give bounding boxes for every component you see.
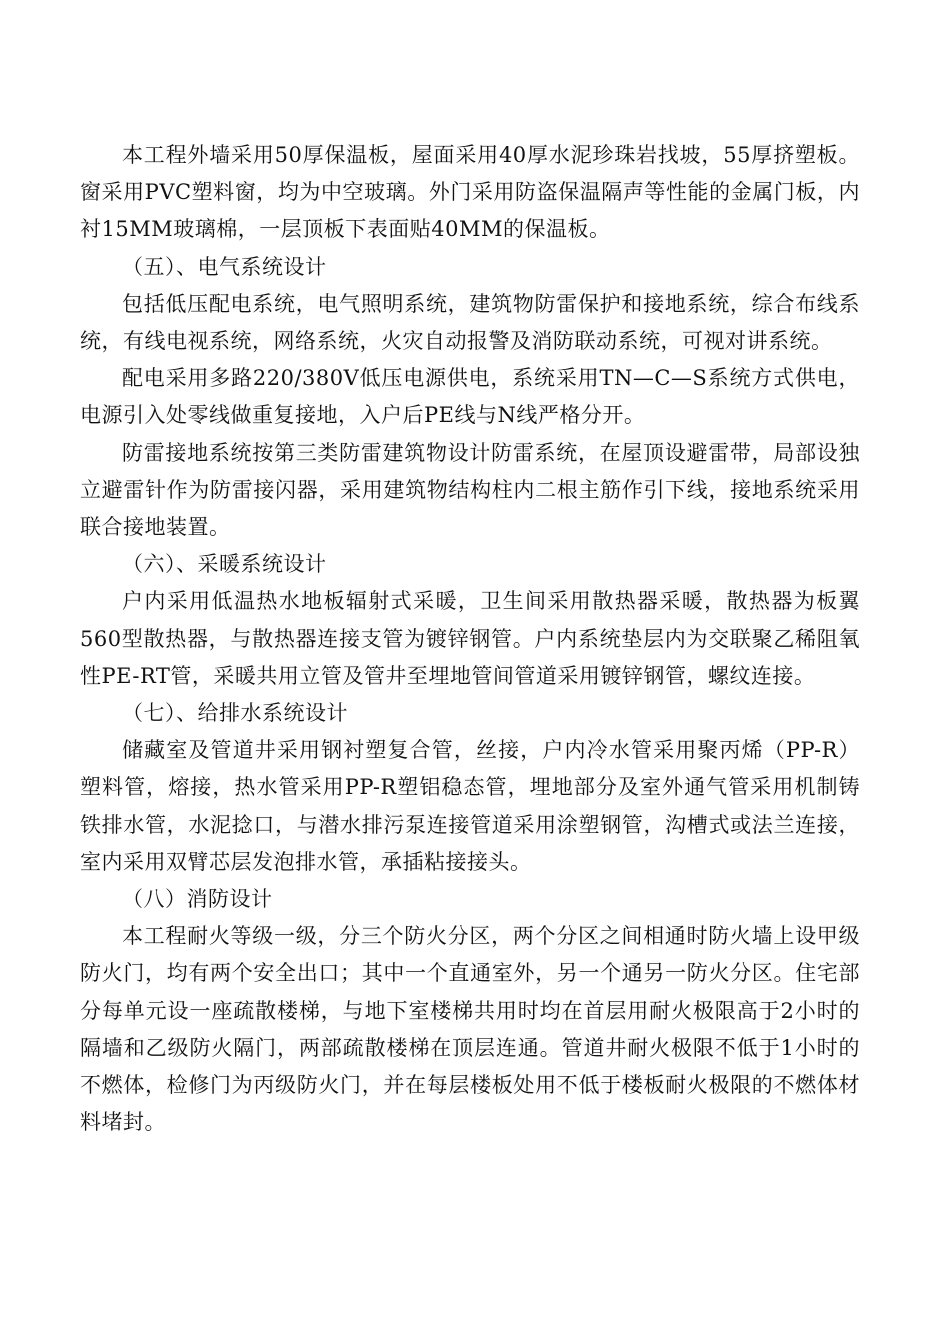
paragraph-electrical-systems: 包括低压配电系统，电气照明系统，建筑物防雷保护和接地系统，综合布线系统，有线电视系统，网络系统，火灾自动报警及消防联动系统，可视对讲系统。 [80, 291, 860, 354]
section-heading-heating: （六）、采暖系统设计 [122, 552, 327, 577]
section-heading-fire: （八）消防设计 [122, 887, 273, 912]
paragraph-plumbing: 储藏室及管道井采用钢衬塑复合管，丝接，户内冷水管采用聚丙烯（PP-R）塑料管，熔接，热水管采用PP-R塑铝稳态管，埋地部分及室外通气管采用机制铸铁排水管，水泥捻口，与潜水排污泵连接管道采用涂塑钢管，沟槽式或法兰连接，室内采用双臂芯层发泡排水管，承插粘接接头。 [80, 738, 860, 874]
document-body [80, 137, 860, 1141]
section-heading-electrical: （五）、电气系统设计 [122, 254, 327, 279]
paragraph-insulation: 本工程外墙采用50厚保温板，屋面采用40厚水泥珍珠岩找坡，55厚挤塑板。窗采用PVC塑料窗，均为中空玻璃。外门采用防盗保温隔声等性能的金属门板，内衬15MM玻璃棉，一层顶板下表面贴40MM的保温板。 [80, 143, 860, 242]
paragraph-fire-protection: 本工程耐火等级一级，分三个防火分区，两个分区之间相通时防火墙上设甲级防火门，均有两个安全出口；其中一个直通室外，另一个通另一防火分区。住宅部分每单元设一座疏散楼梯，与地下室楼梯共用时均在首层用耐火极限高于2小时的隔墙和乙级防火隔门，两部疏散楼梯在顶层连通。管道井耐火极限不低于1小时的不燃体，检修门为丙级防火门，并在每层楼板处用不低于楼板耐火极限的不燃体材料堵封。 [80, 924, 860, 1135]
section-heading-plumbing: （七）、给排水系统设计 [122, 701, 348, 726]
paragraph-heating: 户内采用低温热水地板辐射式采暖，卫生间采用散热器采暖，散热器为板翼560型散热器，与散热器连接支管为镀锌钢管。户内系统垫层内为交联聚乙稀阻氧性PE-RT管，采暖共用立管及管井至埋地管间管道采用镀锌钢管，螺纹连接。 [80, 589, 860, 688]
paragraph-power-distribution: 配电采用多路220/380V低压电源供电，系统采用TN—C—S系统方式供电，电源引入处零线做重复接地，入户后PE线与N线严格分开。 [80, 366, 860, 428]
paragraph-lightning-protection: 防雷接地系统按第三类防雷建筑物设计防雷系统，在屋顶设避雷带，局部设独立避雷针作为防雷接闪器，采用建筑物结构柱内二根主筋作引下线，接地系统采用联合接地装置。 [80, 440, 860, 540]
